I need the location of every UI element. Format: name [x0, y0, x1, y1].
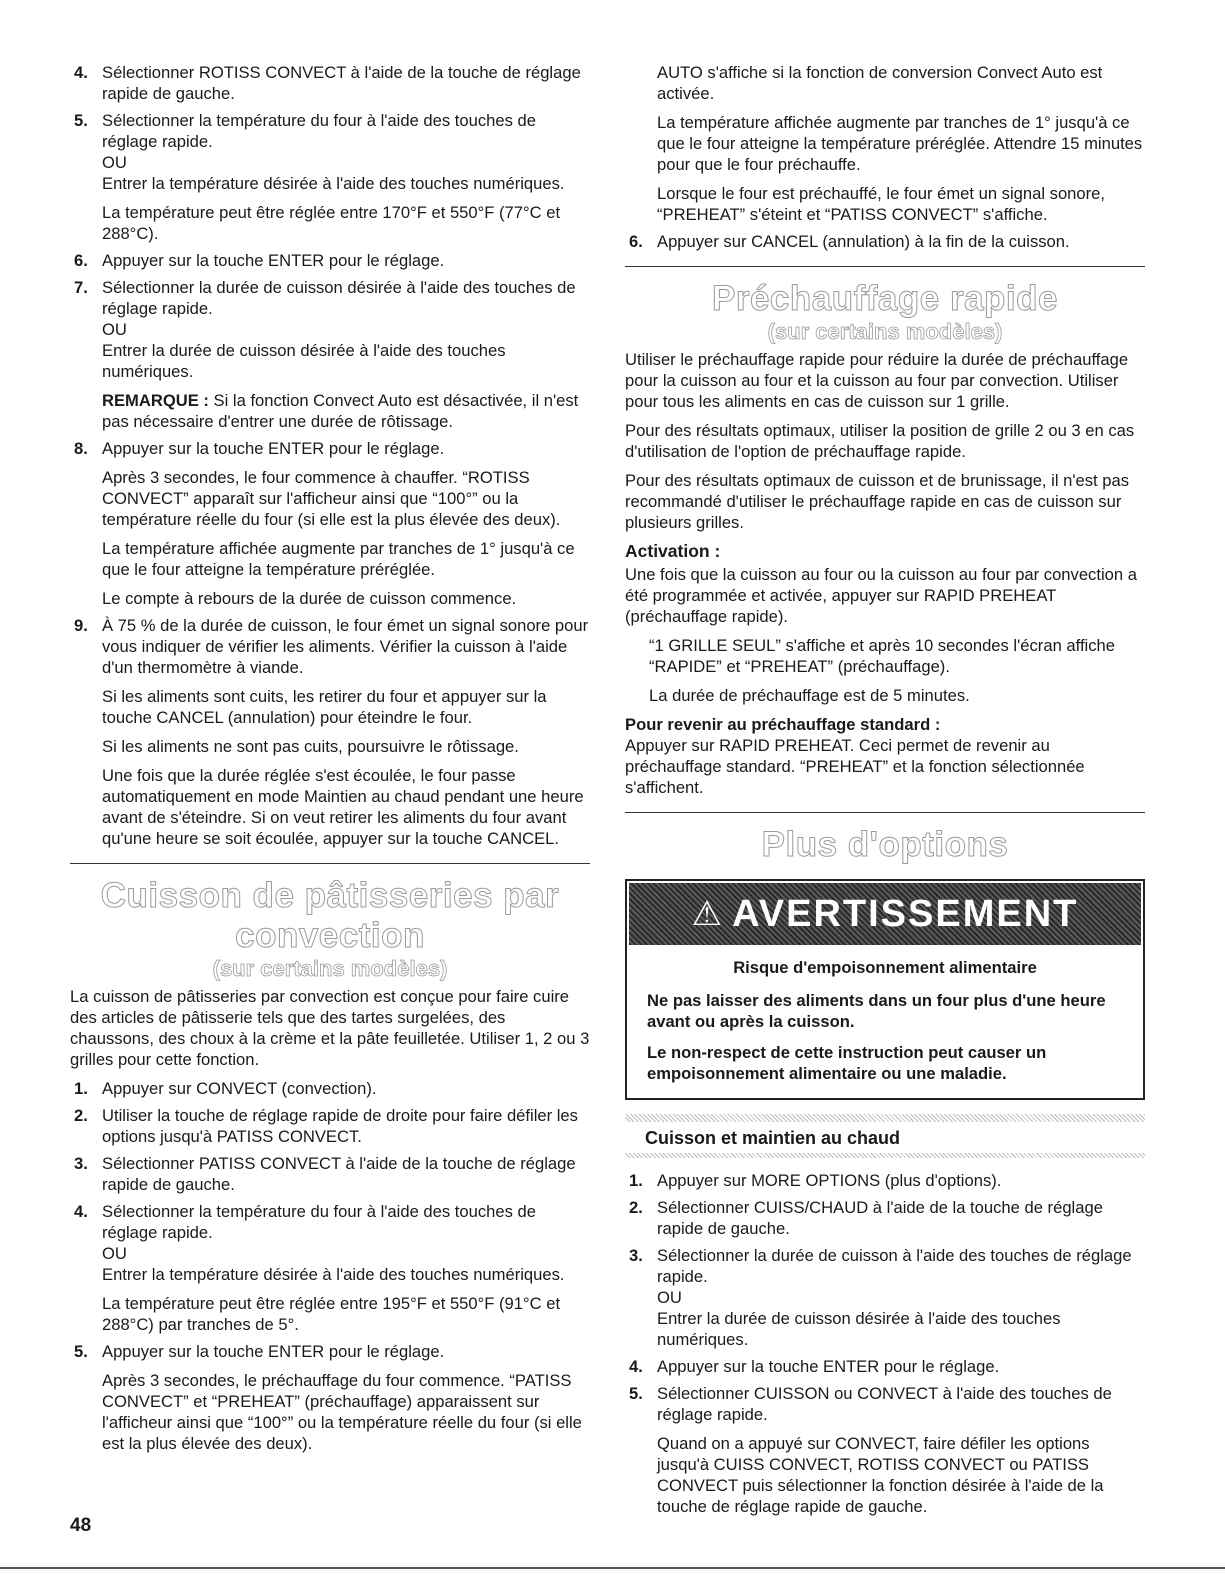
paragraph: Une fois que la cuisson au four ou la cuisson au four par convection a été programmée et activée, appuyer sur RAPID PREHEAT (préchauffage rapide).	[625, 565, 1137, 626]
step-number: 2.	[629, 1198, 643, 1217]
step-text: Après 3 secondes, le four commence à chauffer. “ROTISS CONVECT” apparaît sur l'afficheur ainsi que “100°” ou la température réelle du four (si elle est la plus élevée des deux).	[102, 468, 561, 529]
step-text: Appuyer sur CANCEL (annulation) à la fin de la cuisson.	[657, 232, 1070, 251]
list-item	[70, 250, 590, 271]
section-title: Cuisson de pâtisseries par convection	[100, 876, 560, 955]
bottom-rule	[0, 1567, 1225, 1569]
step-number: 1.	[629, 1171, 643, 1190]
step-number: 3.	[629, 1246, 643, 1265]
section-intro: La cuisson de pâtisseries par convection est conçue pour faire cuire des articles de pâtisserie tels que des tartes surgelées, des chaussons, des choux à la crème et la pâte feuilletée. Utiliser 1, 2 ou 3 grilles pour cette fonction.	[70, 987, 590, 1069]
list-item	[625, 1356, 1145, 1377]
list-item	[70, 110, 590, 244]
section-subtitle: (sur certains modèles)	[212, 956, 448, 981]
step-text: Appuyer sur la touche ENTER pour le réglage.	[657, 1357, 1000, 1376]
hatched-divider	[625, 1153, 1145, 1158]
step-text: Entrer la durée de cuisson désirée à l'aide des touches numériques.	[102, 341, 506, 381]
step-text: Sélectionner PATISS CONVECT à l'aide de la touche de réglage rapide de gauche.	[102, 1154, 576, 1194]
step-text: Appuyer sur CONVECT (convection).	[102, 1079, 377, 1098]
step-text: OU	[102, 320, 127, 339]
list-item	[70, 1078, 590, 1099]
section-divider	[625, 266, 1145, 267]
step-text: OU	[102, 1244, 127, 1263]
step-text: La température peut être réglée entre 195°F et 550°F (91°C et 288°C) par tranches de 5°.	[102, 1294, 561, 1334]
section-title: Préchauffage rapide	[712, 279, 1058, 318]
warning-body	[627, 947, 1143, 1098]
section-divider	[625, 812, 1145, 813]
note-label: REMARQUE :	[102, 391, 209, 410]
step-text: Appuyer sur MORE OPTIONS (plus d'options).	[657, 1171, 1002, 1190]
step-text: Si les aliments sont cuits, les retirer du four et appuyer sur la touche CANCEL (annulation) pour éteindre le four.	[102, 687, 547, 727]
step-text: Sélectionner ROTISS CONVECT à l'aide de la touche de réglage rapide de gauche.	[102, 63, 581, 103]
subheading: Pour revenir au préchauffage standard :	[625, 715, 941, 734]
step-text: La température affichée augmente par tranches de 1° jusqu'à ce que le four atteigne la température préréglée. Attendre 15 minutes pour que le four préchauffe.	[657, 113, 1143, 174]
step-number: 5.	[74, 1342, 88, 1361]
hatched-divider	[625, 1114, 1145, 1122]
step-text: Utiliser la touche de réglage rapide de droite pour faire défiler les options jusqu'à PATISS CONVECT.	[102, 1106, 578, 1146]
step-number: 6.	[629, 232, 643, 251]
warning-text: Ne pas laisser des aliments dans un four plus d'une heure avant ou après la cuisson.	[647, 991, 1106, 1031]
step-text: Appuyer sur la touche ENTER pour le réglage.	[102, 251, 445, 270]
step-text: Appuyer sur la touche ENTER pour le réglage.	[102, 439, 445, 458]
list-item	[70, 615, 590, 849]
list-item	[70, 62, 590, 104]
step-text: Si les aliments ne sont pas cuits, poursuivre le rôtissage.	[102, 737, 519, 756]
step-text: Sélectionner la température du four à l'aide des touches de réglage rapide.	[102, 111, 536, 151]
list-item	[70, 438, 590, 609]
list-item	[70, 1153, 590, 1195]
step-number: 5.	[74, 111, 88, 130]
paragraph: Utiliser le préchauffage rapide pour réduire la durée de préchauffage pour la cuisson au four et la cuisson au four par convection. Utiliser pour tous les aliments en cas de cuisson sur 1 grille.	[625, 350, 1129, 411]
indented-paragraph: “1 GRILLE SEUL” s'affiche et après 10 secondes l'écran affiche “RAPIDE” et “PREHEAT” (préchauffage).	[649, 636, 1115, 676]
step-text: Sélectionner CUISS/CHAUD à l'aide de la touche de réglage rapide de gauche.	[657, 1198, 1103, 1238]
paragraph: Pour des résultats optimaux, utiliser la position de grille 2 ou 3 en cas d'utilisation de l'option de préchauffage rapide.	[625, 421, 1135, 461]
step-text: Après 3 secondes, le préchauffage du four commence. “PATISS CONVECT” et “PREHEAT” (préchauffage) apparaissent sur l'afficheur ainsi que “100°” ou la température réelle du four (si elle est la plus élevée des deux).	[102, 1371, 582, 1453]
step-text: À 75 % de la durée de cuisson, le four émet un signal sonore pour vous indiquer de vérifier les aliments. Vérifier la cuisson à l'aide d'un thermomètre à viande.	[102, 616, 589, 677]
page-number: 48	[70, 1515, 92, 1536]
step-number: 8.	[74, 439, 88, 458]
step-text: Sélectionner la durée de cuisson à l'aide des touches de réglage rapide.	[657, 1246, 1132, 1286]
step-number: 7.	[74, 278, 88, 297]
continued-step	[625, 62, 1145, 225]
note-text: Si la fonction Convect Auto est désactivée, il n'est pas nécessaire d'entrer une durée de rôtissage.	[102, 391, 579, 431]
list-item	[70, 1105, 590, 1147]
step-number: 9.	[74, 616, 88, 635]
section-subtitle: (sur certains modèles)	[767, 319, 1003, 344]
indented-paragraph: La durée de préchauffage est de 5 minutes.	[649, 686, 970, 705]
step-text: Sélectionner la température du four à l'aide des touches de réglage rapide.	[102, 1202, 536, 1242]
paragraph: Pour des résultats optimaux de cuisson et de brunissage, il n'est pas recommandé d'utiliser le préchauffage rapide en cas de cuisson sur plusieurs grilles.	[625, 471, 1130, 532]
step-text: Entrer la température désirée à l'aide des touches numériques.	[102, 174, 565, 193]
subheading: Activation :	[625, 541, 721, 561]
warning-triangle-icon: ⚠	[691, 894, 725, 933]
warning-risk: Risque d'empoisonnement alimentaire	[733, 958, 1037, 977]
list-item	[625, 231, 1145, 252]
list-item	[625, 1170, 1145, 1191]
step-number: 2.	[74, 1106, 88, 1125]
step-text: Le compte à rebours de la durée de cuisson commence.	[102, 589, 517, 608]
step-text: Quand on a appuyé sur CONVECT, faire défiler les options jusqu'à CUISS CONVECT, ROTISS CONVECT ou PATISS CONVECT puis sélectionner la fonction désirée à l'aide de la touche de réglage rapide de gauche.	[657, 1434, 1104, 1516]
list-item	[70, 1201, 590, 1335]
list-item	[625, 1245, 1145, 1350]
step-text: Sélectionner la durée de cuisson désirée à l'aide des touches de réglage rapide.	[102, 278, 576, 318]
step-number: 1.	[74, 1079, 88, 1098]
step-text: Sélectionner CUISSON ou CONVECT à l'aide des touches de réglage rapide.	[657, 1384, 1112, 1424]
list-item	[625, 1197, 1145, 1239]
section-divider	[70, 863, 590, 864]
step-number: 5.	[629, 1384, 643, 1403]
step-number: 6.	[74, 251, 88, 270]
note	[102, 390, 590, 432]
step-text: Appuyer sur la touche ENTER pour le réglage.	[102, 1342, 445, 1361]
step-text: Une fois que la durée réglée s'est écoulée, le four passe automatiquement en mode Maintien au chaud pendant une heure avant de s'éteindre. Si on veut retirer les aliments du four avant qu'une heure se soit écoulée, appuyer sur la touche CANCEL.	[102, 766, 584, 848]
step-text: OU	[657, 1288, 682, 1307]
list-item	[70, 1341, 590, 1454]
right-column	[625, 62, 1145, 1523]
warning-text: Le non-respect de cette instruction peut causer un empoisonnement alimentaire ou une maladie.	[647, 1043, 1047, 1083]
list-item	[70, 277, 590, 432]
paragraph: Appuyer sur RAPID PREHEAT. Ceci permet de revenir au préchauffage standard. “PREHEAT” et la fonction sélectionnée s'affichent.	[625, 736, 1085, 797]
step-text: Entrer la durée de cuisson désirée à l'aide des touches numériques.	[657, 1309, 1061, 1349]
left-column	[70, 62, 590, 1460]
section-title: Plus d'options	[761, 825, 1009, 864]
warning-banner	[629, 883, 1141, 945]
warning-box	[625, 879, 1145, 1100]
step-number: 4.	[74, 63, 88, 82]
list-item	[625, 1383, 1145, 1517]
step-text: Entrer la température désirée à l'aide des touches numériques.	[102, 1265, 565, 1284]
step-text: Lorsque le four est préchauffé, le four émet un signal sonore, “PREHEAT” s'éteint et “PATISS CONVECT” s'affiche.	[657, 184, 1105, 224]
step-text: OU	[102, 153, 127, 172]
step-text: AUTO s'affiche si la fonction de conversion Convect Auto est activée.	[657, 63, 1103, 103]
subsection-title: Cuisson et maintien au chaud	[645, 1128, 901, 1148]
warning-banner-label: AVERTISSEMENT	[732, 892, 1079, 935]
step-number: 4.	[74, 1202, 88, 1221]
step-text: La température peut être réglée entre 170°F et 550°F (77°C et 288°C).	[102, 203, 561, 243]
step-text: La température affichée augmente par tranches de 1° jusqu'à ce que le four atteigne la température préréglée.	[102, 539, 575, 579]
step-number: 4.	[629, 1357, 643, 1376]
step-number: 3.	[74, 1154, 88, 1173]
